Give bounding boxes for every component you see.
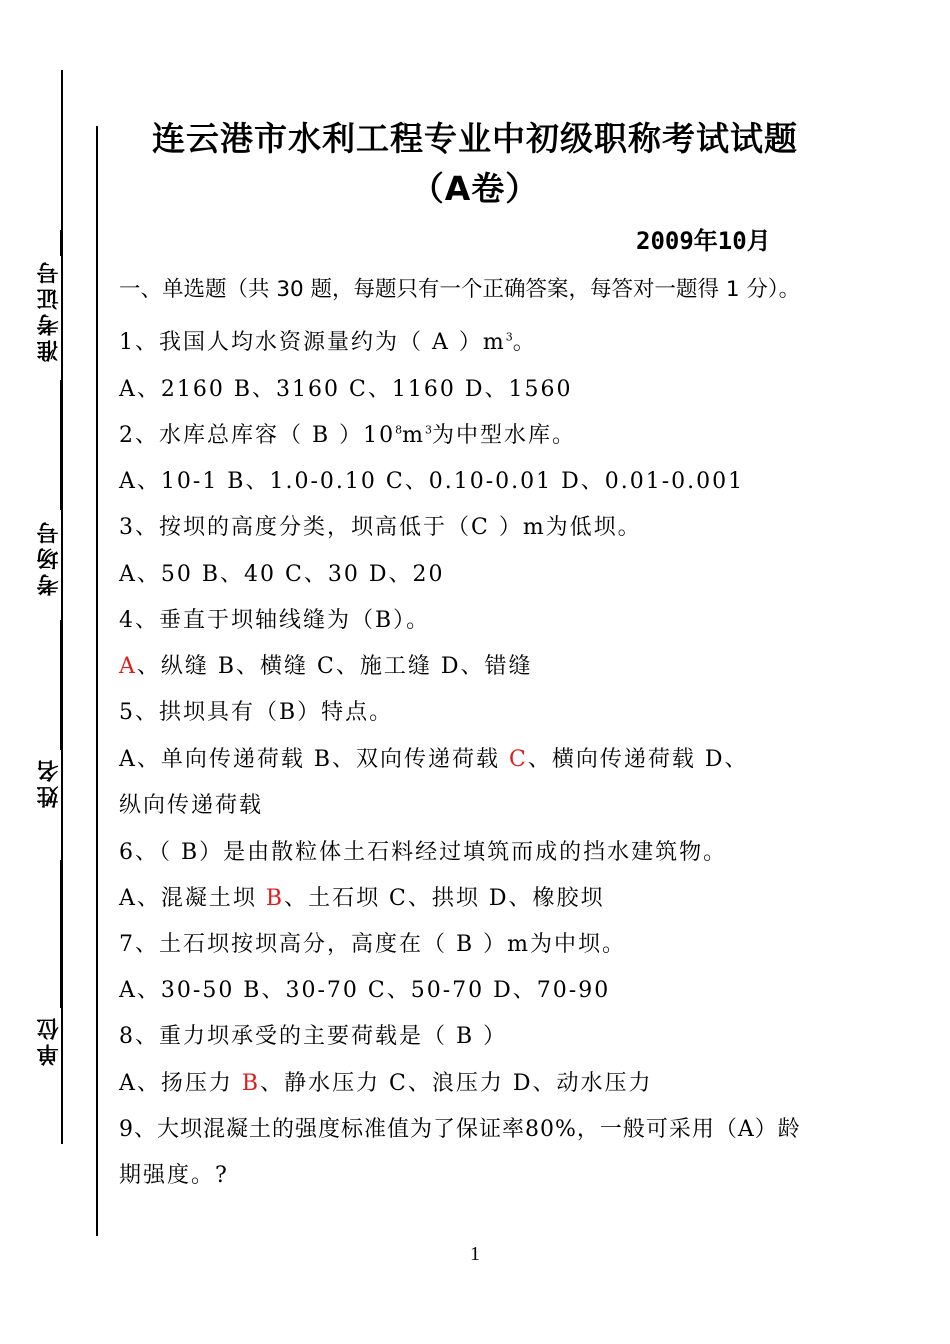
question-8-options-first: A、扬压力 xyxy=(119,1071,242,1096)
question-7: 7、土石坝按坝高分，高度在（ B ）m为中坝。 xyxy=(119,932,627,957)
question-8-answer-mark: B xyxy=(241,1071,261,1096)
side-field-room xyxy=(34,512,74,602)
question-6-answer-mark: B xyxy=(265,886,285,911)
question-1-options: A、2160 B、3160 C、1160 D、1560 xyxy=(119,377,573,402)
question-6-options xyxy=(119,881,605,912)
exam-id-blank[interactable] xyxy=(60,230,61,256)
question-9: 9、大坝混凝土的强度标准值为了保证率80%，一般可采用（A）龄 xyxy=(119,1117,801,1142)
question-9-cont: 期强度。? xyxy=(119,1163,229,1188)
question-2 xyxy=(119,418,576,449)
question-2-options: A、10-1 B、1.0-0.10 C、0.10-0.01 D、0.01-0.001 xyxy=(119,469,745,494)
question-5-options-cont: 纵向传递荷载 xyxy=(119,793,264,818)
section-heading: 一、单选题（共 30 题，每题只有一个正确答案，每答对一题得 1 分）。 xyxy=(119,277,801,302)
question-4: 4、垂直于坝轴线缝为（B）。 xyxy=(119,608,431,633)
question-5-options-first: A、单向传递荷载 B、双向传递荷载 xyxy=(119,747,510,772)
question-3-options: A、50 B、40 C、30 D、20 xyxy=(119,562,445,587)
question-5: 5、拱坝具有（B）特点。 xyxy=(119,700,394,725)
side-label-name: 姓名 xyxy=(37,756,62,808)
question-1-sup: 3 xyxy=(505,330,513,344)
question-4-answer-mark: A xyxy=(119,654,137,679)
question-4-options-text: 、纵缝 B、横缝 C、施工缝 D、错缝 xyxy=(136,654,533,679)
question-2-sup-a: 8 xyxy=(395,423,403,437)
question-4-options xyxy=(119,649,533,680)
question-1-stem: 1、我国人均水资源量约为（ A ）m xyxy=(119,330,506,355)
question-5-options xyxy=(119,742,749,773)
question-2-end: 为中型水库。 xyxy=(432,423,577,448)
question-8: 8、重力坝承受的主要荷载是（ B ） xyxy=(119,1024,508,1049)
question-6: 6、（ B）是由散粒体土石料经过填筑而成的挡水建筑物。 xyxy=(119,840,728,865)
question-6-options-first: A、混凝土坝 xyxy=(119,886,266,911)
question-8-options-rest: 、静水压力 C、浪压力 D、动水压力 xyxy=(260,1071,653,1096)
side-field-unit xyxy=(34,1010,74,1070)
side-label-room: 考场号 xyxy=(37,518,62,596)
page-subtitle: （A卷） xyxy=(410,169,540,208)
binding-line-inner xyxy=(96,126,98,1236)
page-number: 1 xyxy=(470,1243,480,1265)
question-5-options-rest: 、横向传递荷载 D、 xyxy=(527,747,749,772)
page-title: 连云港市水利工程专业中初级职称考试试题 xyxy=(152,119,798,158)
question-7-options: A、30-50 B、30-70 C、50-70 D、70-90 xyxy=(119,978,611,1003)
question-2-stem: 2、水库总库容（ B ）10 xyxy=(119,423,396,448)
question-1-end: 。 xyxy=(512,330,537,355)
question-2-unit: m xyxy=(402,423,426,448)
question-5-answer-mark: C xyxy=(509,747,528,772)
name-blank[interactable] xyxy=(60,620,61,750)
side-field-exam-id xyxy=(34,250,74,370)
side-field-name xyxy=(34,752,74,812)
exam-date: 2009年10月 xyxy=(636,227,771,255)
side-label-exam-id: 准考证号 xyxy=(37,258,62,362)
question-1 xyxy=(119,325,537,356)
binding-line-outer xyxy=(61,70,63,1144)
side-label-unit: 单位 xyxy=(37,1014,62,1066)
question-2-sup-b: 3 xyxy=(425,423,433,437)
room-blank[interactable] xyxy=(60,380,61,510)
question-6-options-rest: 、土石坝 C、拱坝 D、橡胶坝 xyxy=(284,886,605,911)
question-3: 3、按坝的高度分类，坝高低于（C ）m为低坝。 xyxy=(119,515,642,540)
question-8-options xyxy=(119,1066,653,1097)
unit-blank[interactable] xyxy=(60,860,61,1008)
